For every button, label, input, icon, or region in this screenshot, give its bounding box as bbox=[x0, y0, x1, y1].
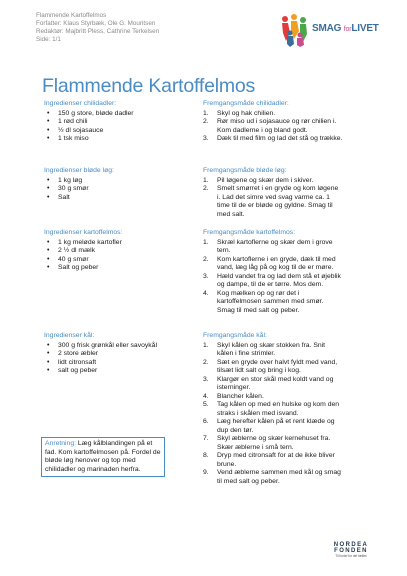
ingredients-block bbox=[44, 332, 184, 376]
steps-heading: Fremgangsmåde bløde løg: bbox=[203, 167, 287, 174]
steps-block bbox=[203, 100, 343, 144]
ingredients-heading: Ingredienser kartoffelmos: bbox=[44, 229, 123, 236]
step-text: Sæt en gryde over halvt fyldt med vand, tilsæt lidt salt og bring i kog. bbox=[217, 358, 338, 374]
ingredient-item: • ½ dl sojasauce bbox=[44, 127, 184, 136]
step-number: 5. bbox=[203, 401, 209, 408]
steps-heading: Fremgangsmåde kål: bbox=[203, 332, 267, 339]
step-number: 1. bbox=[203, 109, 209, 117]
step-item bbox=[203, 342, 343, 359]
ingredient-item: • Salt bbox=[44, 194, 184, 203]
ingredient-item: • 300 g frisk grønkål eller savoykål bbox=[44, 342, 184, 351]
page-title: Flammende Kartoffelmos bbox=[42, 75, 256, 97]
step-number: 7. bbox=[203, 435, 209, 442]
footer-tagline: Til fordel for det fælles bbox=[335, 554, 367, 558]
ingredients-heading: Ingredienser bløde løg: bbox=[44, 167, 114, 174]
ingredient-item: • 1 tsk miso bbox=[44, 135, 184, 144]
ingredient-item: • 1 rød chili bbox=[44, 118, 184, 127]
ingredients-list bbox=[44, 239, 184, 273]
step-number: 1. bbox=[203, 238, 209, 246]
step-number: 2. bbox=[203, 255, 209, 263]
step-number: 8. bbox=[203, 452, 209, 459]
ingredients-heading: Ingredienser kål: bbox=[44, 332, 95, 339]
steps-list bbox=[203, 239, 343, 316]
step-item bbox=[203, 359, 343, 376]
step-item bbox=[203, 256, 343, 273]
steps-block bbox=[203, 167, 343, 219]
ingredient-item: • 2 store æbler bbox=[44, 350, 184, 359]
footer-line-2: FONDEN bbox=[334, 548, 368, 554]
step-text: Vend æblerne sammen med kål og smag til med salt og peber. bbox=[217, 469, 341, 485]
step-text: Kog mælken op og rør det i kartoffelmosen sammen med smør. Smag til med salt og peber. bbox=[217, 289, 324, 314]
step-item bbox=[203, 393, 343, 402]
steps-list bbox=[203, 177, 343, 220]
step-item bbox=[203, 177, 343, 186]
ingredient-item: • 2 ½ dl mælk bbox=[44, 247, 184, 256]
ingredient-item: • 150 g store, bløde dadler bbox=[44, 110, 184, 119]
smag-for-livet-logo bbox=[278, 11, 386, 51]
step-item bbox=[203, 135, 343, 144]
ingredients-list bbox=[44, 342, 184, 376]
step-text: Dæk til med film og lad det stå og trække. bbox=[217, 135, 343, 142]
ingredient-item: • Salt og peber bbox=[44, 264, 184, 273]
note-text: Læg kålblandingen på et fad. Kom kartoffelmosen på. Fordel de bløde løg henover og top med chilidadler og marinaden herfra. bbox=[45, 440, 161, 473]
step-item bbox=[203, 418, 343, 435]
step-item bbox=[203, 273, 343, 290]
step-number: 3. bbox=[203, 135, 209, 142]
step-number: 1. bbox=[203, 341, 209, 349]
step-item bbox=[203, 118, 343, 135]
steps-list bbox=[203, 110, 343, 144]
ingredient-item: • 30 g smør bbox=[44, 185, 184, 194]
step-number: 4. bbox=[203, 392, 209, 400]
ingredients-list bbox=[44, 177, 184, 203]
step-text: Blancher kålen. bbox=[217, 392, 264, 400]
ingredients-heading: Ingredienser chilidadler: bbox=[44, 100, 117, 107]
meta-page: Side: 1/1 bbox=[36, 36, 61, 43]
step-text: Pil løgene og skær dem i skiver. bbox=[217, 176, 314, 184]
steps-list bbox=[203, 342, 343, 487]
step-number: 9. bbox=[203, 469, 209, 476]
ingredients-list bbox=[44, 110, 184, 144]
step-text: Tag kålen op med en hulske og kom den straks i skålen med isvand. bbox=[217, 401, 340, 417]
step-number: 1. bbox=[203, 176, 209, 184]
step-text: Kom kartoflerne i en gryde, dæk til med vand, læg låg på og kog til de er møre. bbox=[217, 255, 336, 271]
step-number: 3. bbox=[203, 272, 209, 280]
step-item bbox=[203, 185, 343, 219]
nordea-fonden-logo bbox=[332, 542, 370, 558]
ingredients-block bbox=[44, 167, 184, 202]
step-text: Læg herefter kålen på et rent klæde og dup den tør. bbox=[217, 418, 335, 434]
steps-block bbox=[203, 332, 343, 486]
step-number: 4. bbox=[203, 289, 209, 297]
ingredient-item: • 40 g smør bbox=[44, 256, 184, 265]
note-label: Anretning: bbox=[45, 440, 76, 447]
step-item bbox=[203, 435, 343, 452]
step-text: Klargør en stor skål med koldt vand og isterninger. bbox=[217, 375, 334, 391]
step-text: Skræl kartoflerne og skær dem i grove tern. bbox=[217, 238, 333, 254]
step-number: 2. bbox=[203, 118, 209, 125]
ingredients-block bbox=[44, 100, 184, 144]
step-item bbox=[203, 452, 343, 469]
ingredient-item: • 1 kg løg bbox=[44, 177, 184, 186]
step-text: Hæld vandet fra og lad dem stå et øjeblik og dampe, til de er tørre. Mos dem. bbox=[217, 272, 341, 288]
step-number: 2. bbox=[203, 358, 209, 366]
ingredient-item: • salt og peber bbox=[44, 367, 184, 376]
step-text: Skyl og hak chilien. bbox=[217, 109, 276, 117]
step-text: Rør miso ud i sojasauce og rør chilien i. Kom dadlerne i og bland godt. bbox=[217, 118, 337, 134]
step-text: Skyl æblerne og skær kernehuset fra. Skær æblerne i små tern. bbox=[217, 435, 331, 451]
meta-authors: Forfatter: Klaus Styrbæk, Ole G. Mouritsen bbox=[36, 20, 156, 27]
step-item bbox=[203, 376, 343, 393]
smag-figures-icon bbox=[278, 11, 312, 47]
step-item bbox=[203, 239, 343, 256]
ingredient-item: • 1 kg meløde kartofler bbox=[44, 239, 184, 248]
footer-line-1: NORDEA bbox=[333, 542, 369, 548]
step-text: Dryp med citronsaft for at de ikke bliver brune. bbox=[217, 452, 335, 468]
meta-title: Flammende Kartoffelmos bbox=[36, 12, 107, 19]
step-number: 3. bbox=[203, 375, 209, 383]
step-item bbox=[203, 290, 343, 316]
ingredients-block bbox=[44, 229, 184, 273]
document-meta bbox=[36, 12, 159, 44]
step-text: Smelt smørret i en gryde og kom løgene i. Lad det simre ved svag varme ca. 1 time til de er bløde og gyldne. Smag til med salt. bbox=[217, 185, 339, 218]
step-text: Skyl kålen og skær stokken fra. Snit kålen i fine strimler. bbox=[217, 341, 326, 357]
steps-heading: Fremgangsmåde chilidadler: bbox=[203, 100, 289, 107]
ingredient-item: • lidt citronsaft bbox=[44, 359, 184, 368]
step-item bbox=[203, 469, 343, 486]
step-item bbox=[203, 401, 343, 418]
step-item bbox=[203, 110, 343, 119]
step-number: 6. bbox=[203, 418, 209, 425]
meta-editors: Redaktør: Majbritt Pless, Cathrine Terkelsen bbox=[36, 28, 160, 35]
logo-wordmark: SMAG forLIVET bbox=[312, 23, 379, 34]
steps-block bbox=[203, 229, 343, 315]
step-number: 2. bbox=[203, 185, 209, 192]
steps-heading: Fremgangsmåde kartoffelmos: bbox=[203, 229, 296, 236]
serving-note bbox=[41, 437, 165, 477]
